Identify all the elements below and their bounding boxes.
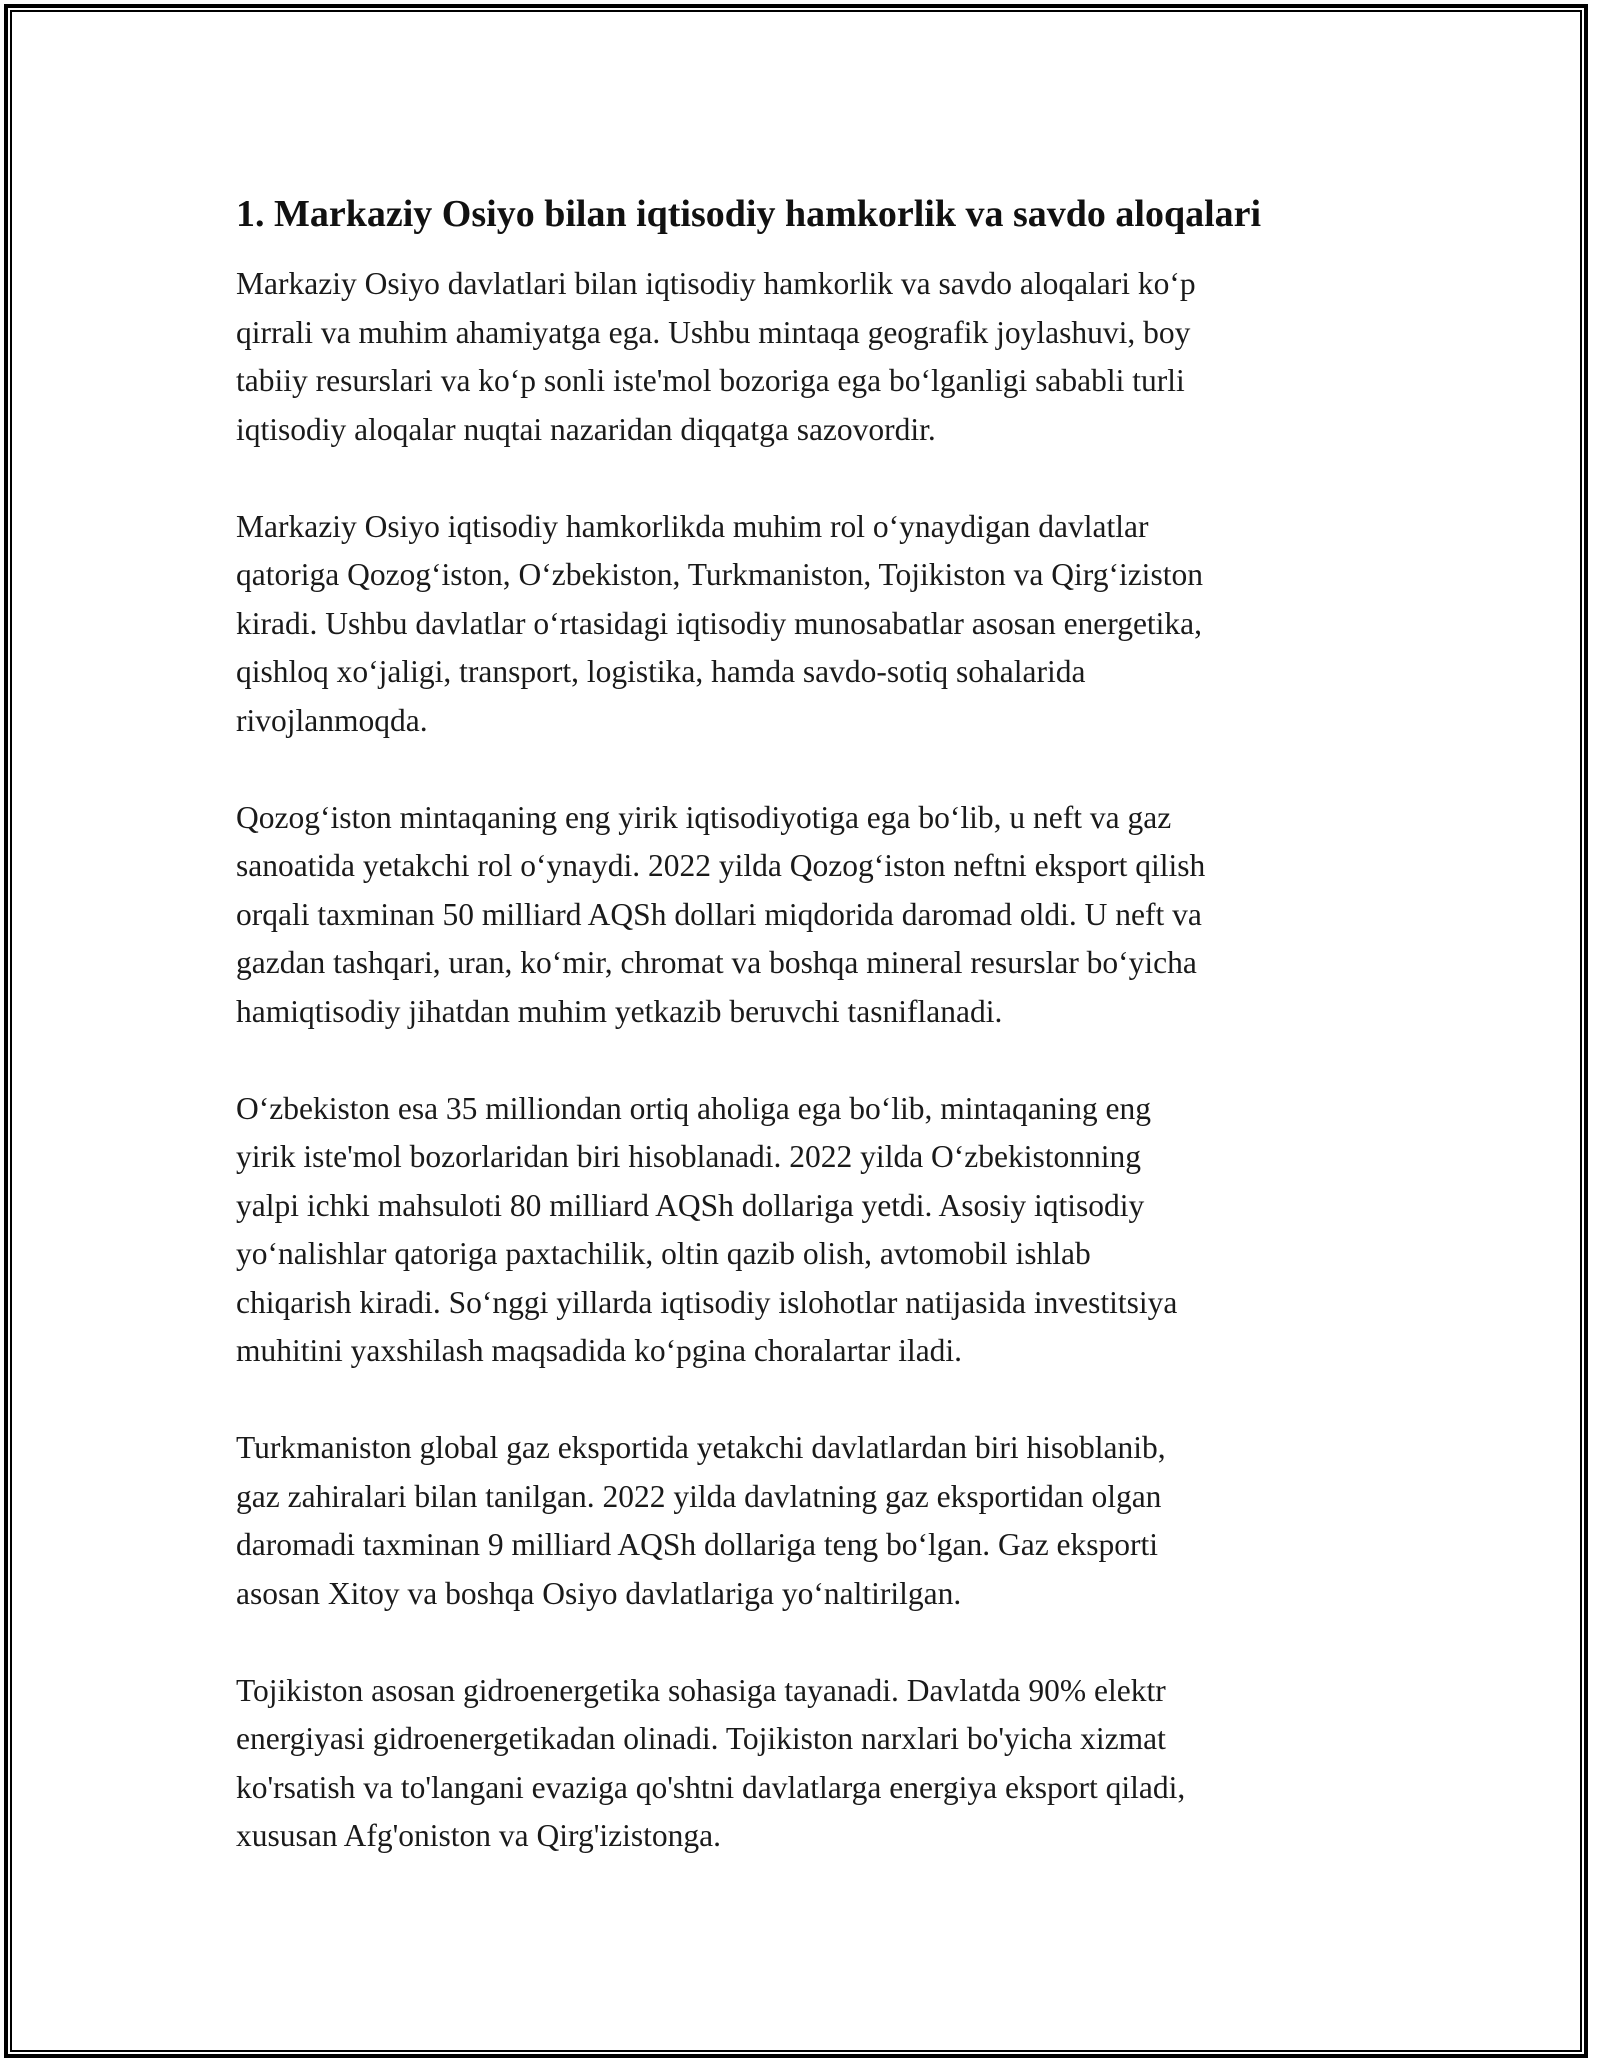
text-line: qishloq xo‘jaligi, transport, logistika, hamda savdo-sotiq sohalarida [236, 654, 1086, 689]
text-line: Turkmaniston global gaz eksportida yetakchi davlatlardan biri hisoblanib, [236, 1430, 1166, 1465]
text-line: qirrali va muhim ahamiyatga ega. Ushbu mintaqa geografik joylashuvi, boy [236, 314, 1191, 350]
text-line: energiyasi gidroenergetikadan olinadi. Tojikiston narxlari bo'yicha xizmat [236, 1721, 1166, 1756]
paragraph-kazakhstan [236, 794, 1376, 1037]
text-line: hamiqtisodiy jihatdan muhim yetkazib beruvchi tasniflanadi. [236, 993, 1003, 1029]
text-line: Tojikiston asosan gidroenergetika sohasiga tayanadi. Davlatda 90% elektr [236, 1672, 1166, 1708]
text-line: O‘zbekiston esa 35 milliondan ortiq aholiga ega bo‘lib, mintaqaning eng [236, 1090, 1152, 1126]
text-line: muhitini yaxshilash maqsadida ko‘pgina choralartar iladi. [236, 1333, 963, 1368]
page-title: 1. Markaziy Osiyo bilan iqtisodiy hamkorlik va savdo aloqalari [236, 193, 1262, 235]
text-line: tabiiy resurslari va ko‘p sonli iste'mol bozoriga ega bo‘lganligi sababli turli [236, 363, 1185, 398]
text-line: chiqarish kiradi. So‘nggi yillarda iqtisodiy islohotlar natijasida investitsiya [236, 1284, 1178, 1320]
text-line: yo‘nalishlar qatoriga paxtachilik, oltin qazib olish, avtomobil ishlab [236, 1236, 1091, 1271]
text-line: orqali taxminan 50 milliard AQSh dollari miqdorida daromad oldi. U neft va [236, 896, 1202, 932]
document-body [236, 188, 1376, 1909]
text-line: daromadi taxminan 9 milliard AQSh dollariga teng bo‘lgan. Gaz eksporti [236, 1527, 1159, 1562]
text-line: gaz zahiralari bilan tanilgan. 2022 yilda davlatning gaz eksportidan olgan [236, 1478, 1162, 1514]
text-line: sanoatida yetakchi rol o‘ynaydi. 2022 yilda Qozog‘iston neftni eksport qilish [236, 848, 1206, 883]
paragraph-countries [236, 503, 1376, 746]
text-line: asosan Xitoy va boshqa Osiyo davlatlariga yo‘naltirilgan. [236, 1575, 962, 1611]
text-line: iqtisodiy aloqalar nuqtai nazaridan diqqatga sazovordir. [236, 411, 936, 447]
text-line: Markaziy Osiyo iqtisodiy hamkorlikda muhim rol o‘ynaydigan davlatlar [236, 508, 1149, 544]
text-line: yirik iste'mol bozorlaridan biri hisoblanadi. 2022 yilda O‘zbekistonning [236, 1139, 1142, 1174]
text-line: xususan Afg'oniston va Qirg'izistonga. [236, 1818, 721, 1853]
paragraph-tajikistan [236, 1667, 1376, 1861]
text-line: yalpi ichki mahsuloti 80 milliard AQSh dollariga yetdi. Asosiy iqtisodiy [236, 1187, 1145, 1223]
text-line: qatoriga Qozog‘iston, O‘zbekiston, Turkmaniston, Tojikiston va Qirg‘iziston [236, 557, 1203, 592]
text-line: gazdan tashqari, uran, ko‘mir, chromat va boshqa mineral resurslar bo‘yicha [236, 945, 1197, 980]
text-line: Markaziy Osiyo davlatlari bilan iqtisodiy hamkorlik va savdo aloqalari ko‘p [236, 266, 1196, 301]
text-line: rivojlanmoqda. [236, 702, 428, 738]
text-line: ko'rsatish va to'langani evaziga qo'shtni davlatlarga energiya eksport qiladi, [236, 1769, 1186, 1805]
text-line: Qozog‘iston mintaqaning eng yirik iqtisodiyotiga ega bo‘lib, u neft va gaz [236, 799, 1172, 835]
paragraph-turkmenistan [236, 1424, 1376, 1618]
paragraph-uzbekistan [236, 1085, 1376, 1376]
text-line: kiradi. Ushbu davlatlar o‘rtasidagi iqtisodiy munosabatlar asosan energetika, [236, 605, 1203, 641]
paragraph-intro [236, 260, 1376, 454]
